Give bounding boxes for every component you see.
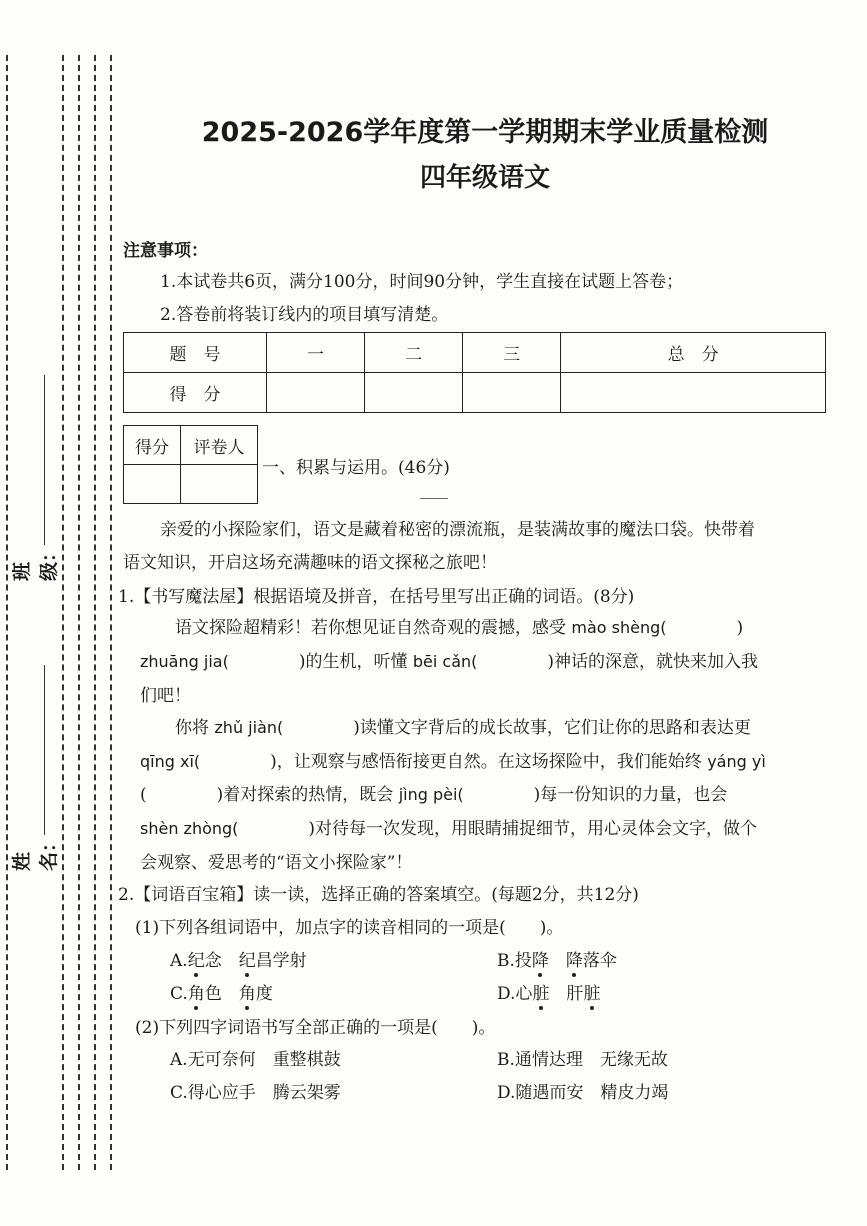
grader-table	[123, 425, 258, 504]
score-header: 二	[365, 333, 463, 373]
q1-line: ( )着对探索的热情，既会 jìng pèi( )每一份知识的力量，也会	[140, 785, 728, 805]
binding-dash-line	[78, 55, 80, 1170]
q1-line: 们吧！	[140, 686, 191, 706]
notes-item: 1.本试卷共6页，满分100分，时间90分钟，学生直接在试题上答卷；	[160, 272, 684, 292]
q2-sub2-option-c[interactable]: C.得心应手 腾云架雾	[170, 1083, 341, 1103]
exam-subtitle: 四年级语文	[419, 163, 550, 193]
q2-sub2-option-a[interactable]: A.无可奈何 重整棋鼓	[170, 1050, 341, 1070]
exam-title: 2025-2026学年度第一学期期末学业质量检测	[201, 117, 769, 148]
binding-dash-line	[110, 55, 112, 1170]
score-row-label: 得 分	[124, 373, 267, 413]
grader-score-label: 得分	[124, 426, 181, 465]
binding-dash-line	[94, 55, 96, 1170]
q1-line: 语文探险超精彩！若你想见证自然奇观的震撼，感受 mào shèng( )	[175, 618, 744, 638]
score-header-label: 题 号	[124, 333, 267, 373]
notes-heading: 注意事项：	[123, 241, 208, 261]
binding-dash-line	[62, 55, 64, 1170]
binding-margin	[0, 55, 115, 1170]
q2-sub2-option-b[interactable]: B.通情达理 无缘无故	[497, 1050, 668, 1070]
q1-line: shèn zhòng( )对待每一次发现，用眼睛捕捉细节，用心灵体会文字，做个	[140, 819, 758, 839]
q2-sub2-option-d[interactable]: D.随遇而安 精皮力竭	[497, 1083, 669, 1103]
score-header: 总 分	[561, 333, 826, 373]
q2-sub1-stem: (1)下列各组词语中，加点字的读音相同的一项是( )。	[135, 918, 564, 938]
q1-line: zhuāng jia( )的生机，听懂 bēi cǎn( )神话的深意，就快来加入我	[140, 652, 759, 672]
score-header: 一	[267, 333, 365, 373]
q1-line: 你将 zhǔ jiàn( )读懂文字背后的成长故事，它们让你的思路和表达更	[175, 718, 751, 738]
divider	[420, 498, 448, 499]
binding-dash-line	[6, 55, 8, 1170]
grader-name-label: 评卷人	[181, 426, 258, 465]
score-cell[interactable]	[463, 373, 561, 413]
q1-line: 会观察、爱思考的“语文小探险家”！	[140, 853, 413, 873]
q2-sub1-option-a[interactable]: A.纪念 纪昌学射	[170, 951, 307, 971]
score-cell[interactable]	[561, 373, 826, 413]
q1-heading: 1.【书写魔法屋】根据语境及拼音，在括号里写出正确的词语。(8分)	[118, 587, 635, 607]
name-label: 姓名：	[11, 832, 60, 871]
score-table	[123, 332, 826, 413]
q2-sub1-option-c[interactable]: C.角色 角度	[170, 984, 273, 1004]
section1-intro: 语文知识，开启这场充满趣味的语文探秘之旅吧！	[123, 553, 497, 573]
section1-intro: 亲爱的小探险家们，语文是藏着秘密的漂流瓶，是装满故事的魔法口袋。快带着	[160, 520, 755, 540]
q2-sub1-option-b[interactable]: B.投降 降落伞	[497, 951, 617, 971]
q1-line: qīng xī( )，让观察与感悟衔接更自然。在这场探险中，我们能始终 yáng yì	[140, 752, 766, 772]
class-label: 班级：	[11, 542, 60, 581]
notes-item: 2.答卷前将装订线内的项目填写清楚。	[160, 305, 449, 325]
section1-heading: 一、积累与运用。(46分)	[262, 458, 450, 478]
score-header: 三	[463, 333, 561, 373]
grader-name-cell[interactable]	[181, 465, 258, 504]
score-cell[interactable]	[267, 373, 365, 413]
q2-heading: 2.【词语百宝箱】读一读，选择正确的答案填空。(每题2分，共12分)	[118, 885, 639, 905]
q2-sub2-stem: (2)下列四字词语书写全部正确的一项是( )。	[135, 1018, 496, 1038]
grader-score-cell[interactable]	[124, 465, 181, 504]
q2-sub1-option-d[interactable]: D.心脏 肝脏	[497, 984, 601, 1004]
score-cell[interactable]	[365, 373, 463, 413]
